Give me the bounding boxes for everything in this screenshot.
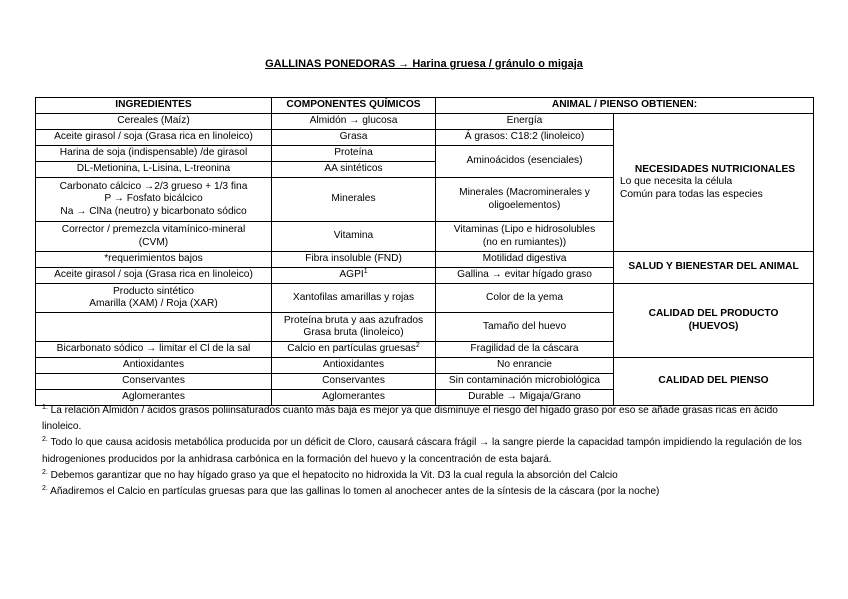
header-ingredientes: INGREDIENTES	[36, 98, 272, 114]
ingredient-cell: Producto sintético Amarilla (XAM) / Roja (XAR)	[36, 284, 272, 313]
ingredient-cell: Aceite girasol / soja (Grasa rica en linoleico)	[36, 268, 272, 284]
ingredient-cell: DL-Metionina, L-Lisina, L-treonina	[36, 162, 272, 178]
obtains-cell: No enrancie	[436, 358, 614, 374]
component-cell: Xantofilas amarillas y rojas	[272, 284, 436, 313]
obtains-cell: Fragilidad de la cáscara	[436, 342, 614, 358]
ingredient-cell: Cereales (Maíz)	[36, 114, 272, 130]
footnote-text: Añadiremos el Calcio en partículas gruesas para que las gallinas lo tomen al anochecer antes de la síntesis de la cáscara (por la noche)	[47, 486, 660, 498]
obtains-cell: Gallina → evitar hígado graso	[436, 268, 614, 284]
component-cell: Fibra insoluble (FND)	[272, 252, 436, 268]
ingredient-cell: Aglomerantes	[36, 390, 272, 406]
group-health: SALUD Y BIENESTAR DEL ANIMAL	[614, 252, 814, 284]
table-row	[36, 358, 814, 374]
footnote-number: 1.	[42, 404, 48, 411]
header-animal: ANIMAL / PIENSO OBTIENEN:	[436, 98, 814, 114]
obtains-cell: Sin contaminación microbiológica	[436, 374, 614, 390]
footnote-marker: 1	[363, 268, 368, 276]
component-cell: AA sintéticos	[272, 162, 436, 178]
group-product-quality: CALIDAD DEL PRODUCTO (HUEVOS)	[614, 284, 814, 358]
ingredient-cell: Bicarbonato sódico → limitar el Cl de la sal	[36, 342, 272, 358]
ingredient-cell: Conservantes	[36, 374, 272, 390]
component-cell: Almidón → glucosa	[272, 114, 436, 130]
obtains-cell: Color de la yema	[436, 284, 614, 313]
group-feed-quality: CALIDAD DEL PIENSO	[614, 358, 814, 406]
component-cell: Conservantes	[272, 374, 436, 390]
footnote-number: 2.	[42, 468, 48, 476]
header-row	[36, 98, 814, 114]
component-cell: Minerales	[272, 178, 436, 222]
component-cell: Proteína	[272, 146, 436, 162]
obtains-cell: Vitaminas (Lipo e hidrosolubles (no en rumiantes))	[436, 222, 614, 252]
ingredient-cell	[36, 313, 272, 342]
footnote-text: Todo lo que causa acidosis metabólica producida por un déficit de Cloro, causará cáscara frágil → la sangre pierde la capacidad tampón impidiendo la regulación de los hidrogeniones producidos por la anhidrasa carbónica en la formación del huevo y la concentración de esta bajará.	[42, 437, 802, 465]
obtains-cell: Aminoácidos (esenciales)	[436, 146, 614, 178]
ingredient-cell: Carbonato cálcico →2/3 grueso + 1/3 fina P → Fosfato bicálcico Na → ClNa (neutro) y bicarbonato sódico	[36, 178, 272, 222]
component-cell: AGPI$^1$	[272, 268, 436, 284]
footnote	[42, 435, 812, 467]
feed-table	[35, 97, 814, 406]
obtains-cell: Á grasos: C18:2 (linoleico)	[436, 130, 614, 146]
component-cell: Vitamina	[272, 222, 436, 252]
footnote-marker: 2	[415, 342, 420, 350]
ingredient-cell: Aceite girasol / soja (Grasa rica en linoleico)	[36, 130, 272, 146]
group-line: Lo que necesita la célula	[620, 176, 733, 188]
group-title: NECESIDADES NUTRICIONALES	[634, 163, 796, 175]
footnote	[42, 403, 812, 435]
footnote-number: 2.	[42, 436, 48, 444]
ingredient-cell: Harina de soja (indispensable) /de girasol	[36, 146, 272, 162]
ingredient-cell: Antioxidantes	[36, 358, 272, 374]
obtains-cell: Tamaño del huevo	[436, 313, 614, 342]
component-cell: Calcio en partículas gruesas$^2$	[272, 342, 436, 358]
footnote-text: La relación Almidón / ácidos grasos poliinsaturados cuanto más baja es mejor ya que disminuye el riesgo del hígado graso por eso se añade grasas ricas en ácido linoleico.	[42, 405, 778, 433]
footnotes	[42, 403, 812, 500]
obtains-cell: Minerales (Macrominerales y oligoelementos)	[436, 178, 614, 222]
component-cell: Aglomerantes	[272, 390, 436, 406]
document-title: GALLINAS PONEDORAS → Harina gruesa / gránulo o migaja	[265, 58, 583, 70]
component-cell: Proteína bruta y aas azufrados Grasa bruta (linoleico)	[272, 313, 436, 342]
table-row	[36, 252, 814, 268]
component-cell: Grasa	[272, 130, 436, 146]
table-row	[36, 114, 814, 130]
group-nutritional-needs	[614, 114, 814, 252]
header-componentes: COMPONENTES QUÍMICOS	[272, 98, 436, 114]
footnote-number: 2.	[42, 485, 48, 493]
table-row	[36, 284, 814, 313]
ingredient-cell: Corrector / premezcla vitamínico-mineral (CVM)	[36, 222, 272, 252]
group-line: Común para todas las especies	[620, 188, 763, 200]
ingredient-cell: *requerimientos bajos	[36, 252, 272, 268]
footnote	[42, 484, 812, 500]
obtains-cell: Durable → Migaja/Grano	[436, 390, 614, 406]
footnote-text: Debemos garantizar que no hay hígado graso ya que el hepatocito no hidroxida la Vit. D3 la cual regula la absorción del Calcio	[47, 469, 618, 481]
footnote	[42, 468, 812, 484]
obtains-cell: Energía	[436, 114, 614, 130]
obtains-cell: Motilidad digestiva	[436, 252, 614, 268]
component-cell: Antioxidantes	[272, 358, 436, 374]
